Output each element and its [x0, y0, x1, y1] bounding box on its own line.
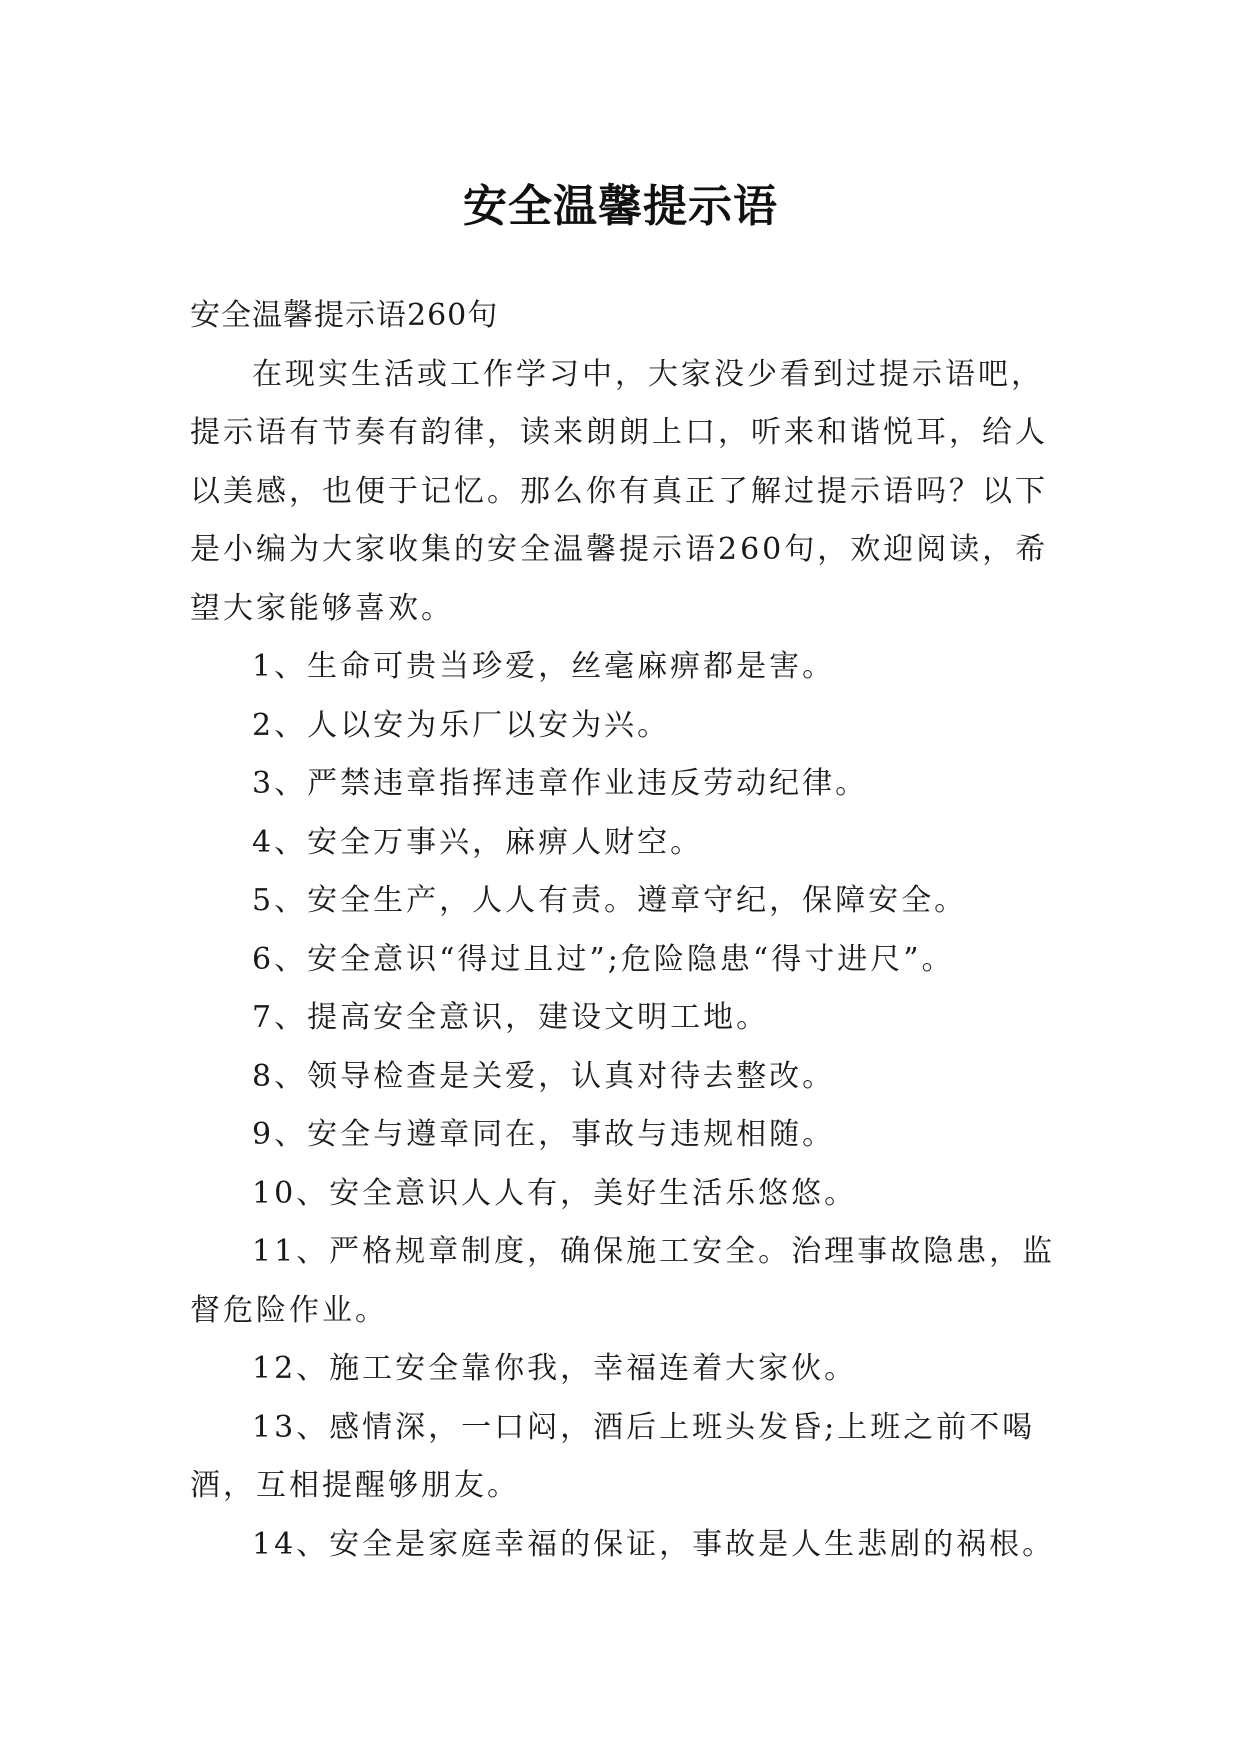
list-item: 13、感情深，一口闷，酒后上班头发昏;上班之前不喝酒，互相提醒够朋友。 [190, 1409, 1036, 1503]
list-item: 5、安全生产，人人有责。遵章守纪，保障安全。 [252, 883, 968, 918]
list-item: 10、安全意识人人有，美好生活乐悠悠。 [252, 1175, 858, 1211]
list-item: 2、人以安为乐厂以安为兴。 [252, 707, 671, 743]
list-item: 1、生命可贵当珍爱，丝毫麻痹都是害。 [252, 649, 836, 684]
list-item: 8、领导检查是关爱，认真对待去整改。 [252, 1058, 836, 1094]
intro-paragraph: 在现实生活或工作学习中，大家没少看到过提示语吧，提示语有节奏有韵律，读来朗朗上口，听来和谐悦耳，给人以美感，也便于记忆。那么你有真正了解过提示语吗？以下是小编为大家收集的安全温馨提示语260句，欢迎阅读，希望大家能够喜欢。 [190, 356, 1049, 626]
list-item: 3、严禁违章指挥违章作业违反劳动纪律。 [252, 766, 869, 801]
list-item: 7、提高安全意识，建设文明工地。 [252, 1000, 770, 1035]
document-body [190, 287, 1070, 1574]
list-item: 12、施工安全靠你我，幸福连着大家伙。 [252, 1351, 858, 1386]
list-item: 14、安全是家庭幸福的保证，事故是人生悲剧的祸根。 [252, 1526, 1056, 1562]
list-item: 11、严格规章制度，确保施工安全。治理事故隐患，监督危险作业。 [190, 1234, 1056, 1328]
document-title: 安全温馨提示语 [463, 181, 778, 233]
document-subtitle: 安全温馨提示语260句 [190, 298, 499, 333]
list-item: 9、安全与遵章同在，事故与违规相随。 [252, 1117, 836, 1152]
list-item: 6、安全意识“得过且过”;危险隐患“得寸进尺”。 [252, 941, 955, 977]
list-item: 4、安全万事兴，麻痹人财空。 [252, 824, 704, 860]
